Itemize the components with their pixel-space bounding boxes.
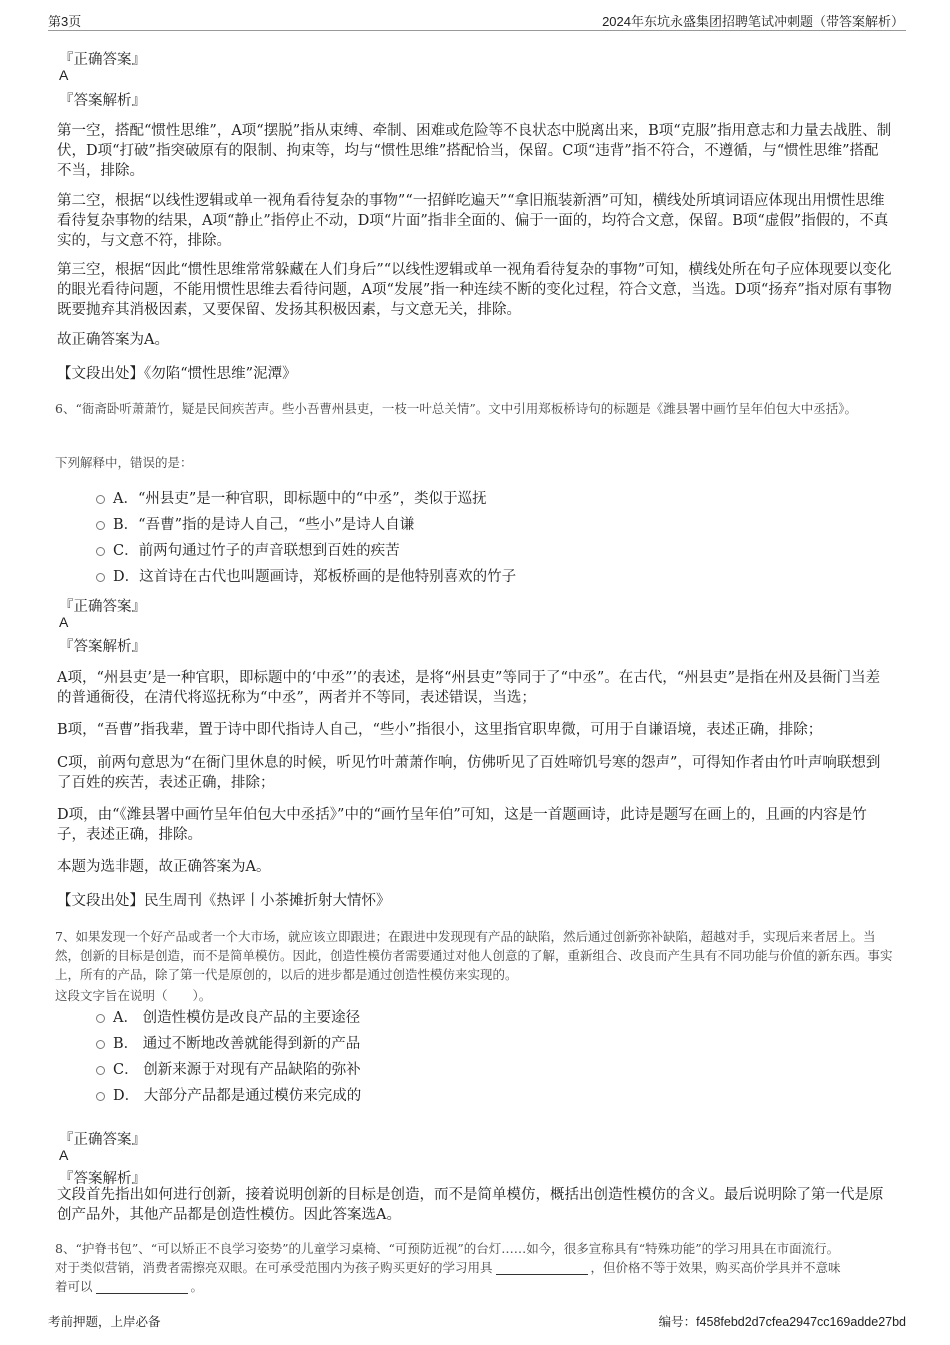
option-label: B． 通过不断地改善就能得到新的产品 [113,1036,361,1052]
question-8-text: 对于类似营销，消费者需擦亮双眼。在可承受范围内为孩子购买更好的学习用具 [55,1260,493,1275]
radio-icon[interactable] [96,495,105,504]
question-8-text: 。 [190,1279,204,1294]
correct-answer: A [59,614,69,630]
option-label: A． 创造性模仿是改良产品的主要途径 [113,1010,361,1026]
analysis-paragraph: 第一空，搭配“惯性思维”，A项“摆脱”指从束缚、牵制、困难或危险等不良状态中脱离出来，B项“克服”指用意志和力量去战胜、制伏，D项“打破”指突破原有的限制、拘束等，均与“惯性思维”搭配恰当，保留。C项“违背”指不符合，不遵循，与“惯性思维”搭配不当，排除。 [57,123,892,179]
option-label: D． 大部分产品都是通过模仿来完成的 [113,1088,362,1104]
document-code: 编号：f458febd2d7cfea2947cc169adde27bd [658,1315,906,1329]
question-8-text: 着可以 [55,1279,93,1294]
page-header [48,8,906,31]
option-b[interactable] [96,515,414,535]
analysis-paragraph: 第二空，根据“以线性逻辑或单一视角看待复杂的事物”“一招鲜吃遍天”“拿旧瓶装新酒”可知，横线处所填词语应体现出用惯性思维看待复杂事物的结果，A项“静止”指停止不动，D项“片面”指非全面的、偏于一面的，均符合文意，保留。B项“虚假”指假的，不真实的，与文意不符，排除。 [57,193,889,249]
source-citation: 【文段出处】《勿陷“惯性思维”泥潭》 [57,366,297,382]
analysis-label: 『答案解析』 [59,93,146,109]
option-label: A．“州县吏”是一种官职，即标题中的“中丞”，类似于巡抚 [113,491,487,507]
page-number: 第3页 [48,14,82,29]
option-d[interactable] [96,1086,361,1106]
option-label: D．这首诗在古代也叫题画诗，郑板桥画的是他特别喜欢的竹子 [113,569,517,585]
analysis-label: 『答案解析』 [59,1171,146,1187]
radio-icon[interactable] [96,1040,105,1049]
document-title: 2024年东坑永盛集团招聘笔试冲刺题（带答案解析） [602,14,904,29]
radio-icon[interactable] [96,1092,105,1101]
analysis-paragraph: 第三空，根据“因此“惯性思维常常躲藏在人们身后”“以线性逻辑或单一视角看待复杂的事物”可知，横线处所在句子应体现要以变化的眼光看待问题，不能用惯性思维去看待问题，A项“发展”指一种连续不断的变化过程，符合文意，当选。D项“扬弃”指对原有事物既要抛弃其消极因素，又要保留、发扬其积极因素，与文意无关，排除。 [57,262,892,318]
radio-icon[interactable] [96,1066,105,1075]
option-d[interactable] [96,567,516,587]
analysis-paragraph: A项，“州县吏’是一种官职，即标题中的‘中丞”’的表述，是将“州县吏”等同于了“中丞”。在古代，“州县吏”是指在州及县衙门当差的普通衙役，在清代将巡抚称为“中丞”，两者并不等同，表述错误，当选； [57,670,881,706]
radio-icon[interactable] [96,547,105,556]
question-6-prompt: 下列解释中，错误的是： [55,455,193,470]
radio-icon[interactable] [96,1014,105,1023]
final-answer: 本题为选非题，故正确答案为A。 [57,859,271,875]
correct-answer: A [59,1147,69,1163]
question-6-stem: 6、“衙斋卧听萧萧竹，疑是民间疾苦声。些小吾曹州县吏，一枝一叶总关情”。文中引用郑板桥诗句的标题是《潍县署中画竹呈年伯包大中丞括》。 [55,401,857,416]
final-answer: 故正确答案为A。 [57,332,169,348]
option-a[interactable] [96,1008,360,1028]
question-7-stem: 7、如果发现一个好产品或者一个大市场，就应该立即跟进；在跟进中发现现有产品的缺陷，然后通过创新弥补缺陷，超越对手，实现后来者居上。当然，创新的目标是创造，而不是简单模仿。因此，创造性模仿者需要通过对他人创意的了解，重新组合、改良而产生具有不同功能与价值的新东西。事实上，所有的产品，除了第一代是原创的，以后的进步都是通过创造性模仿来实现的。 [55,929,893,982]
option-a[interactable] [96,489,487,509]
option-b[interactable] [96,1034,360,1054]
footer-slogan: 考前押题，上岸必备 [48,1315,161,1329]
option-label: C． 创新来源于对现有产品缺陷的弥补 [113,1062,361,1078]
correct-answer-label: 『正确答案』 [59,52,146,68]
radio-icon[interactable] [96,573,105,582]
option-label: C．前两句通过竹子的声音联想到百姓的疾苦 [113,543,400,559]
correct-answer-label: 『正确答案』 [59,599,146,615]
option-label: B．“吾曹”指的是诗人自己，“些小”是诗人自谦 [113,517,415,533]
question-8-text: 8、“护脊书包”、“可以矫正不良学习姿势”的儿童学习桌椅、“可预防近视”的台灯……如今，很多宣称具有“特殊功能”的学习用具在市面流行。 [55,1241,840,1256]
radio-icon[interactable] [96,521,105,530]
analysis-paragraph: 文段首先指出如何进行创新，接着说明创新的目标是创造，而不是简单模仿，概括出创造性模仿的含义。最后说明除了第一代是原创产品外，其他产品都是创造性模仿。因此答案选A。 [57,1187,884,1223]
question-7-prompt: 这段文字旨在说明（ ）。 [55,988,212,1003]
option-c[interactable] [96,1060,361,1080]
correct-answer: A [59,67,69,83]
source-citation: 【文段出处】民生周刊《热评丨小茶摊折射大情怀》 [57,893,391,909]
correct-answer-label: 『正确答案』 [59,1132,146,1148]
option-c[interactable] [96,541,400,561]
answer-blank[interactable] [96,1279,188,1294]
question-8-text: ，但价格不等于效果，购买高价学具并不意味 [590,1260,841,1275]
analysis-paragraph: C项，前两句意思为“在衙门里休息的时候，听见竹叶萧萧作响，仿佛听见了百姓啼饥号寒的怨声”，可得知作者由竹叶声响联想到了百姓的疾苦，表述正确，排除； [57,755,881,791]
analysis-paragraph: B项，“吾曹”指我辈，置于诗中即代指诗人自己，“些小”指很小，这里指官职卑微，可用于自谦语境，表述正确，排除； [57,722,823,738]
answer-blank[interactable] [496,1260,588,1275]
analysis-label: 『答案解析』 [59,639,146,655]
question-8-stem [55,1239,897,1296]
analysis-paragraph: D项，由“《潍县署中画竹呈年伯包大中丞括》”中的“画竹呈年伯”可知，这是一首题画诗，此诗是题写在画上的，且画的内容是竹子，表述正确，排除。 [57,807,867,843]
